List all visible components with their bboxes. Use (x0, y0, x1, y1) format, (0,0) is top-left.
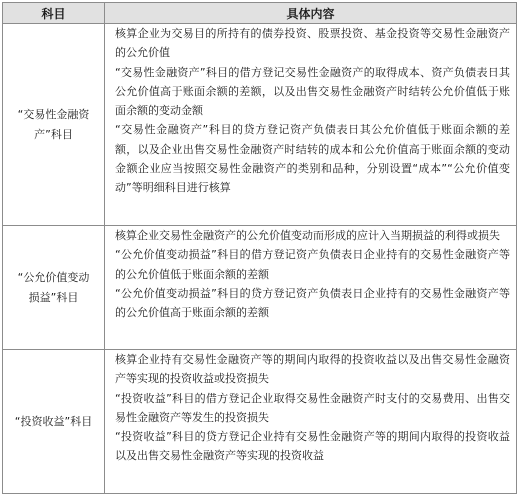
content-paragraph: 核算企业为交易目的所持有的债券投资、股票投资、基金投资等交易性金融资产的公允价值 (115, 27, 510, 60)
subject-cell: “交易性金融资产”科目 (3, 24, 105, 226)
content-paragraph: “公允价值变动损益”科目的借方登记资产负债表日企业持有的交易性金融资产等的公允价值低于账面余额的差额 (115, 248, 510, 281)
table-row (3, 350, 517, 494)
header-content: 具体内容 (105, 3, 517, 24)
content-paragraph: “投资收益”科目的贷方登记企业持有交易性金融资产等的期间内取得的投资收益以及出售交易性金融资产等实现的投资收益 (115, 430, 510, 463)
content-paragraph: “交易性金融资产”科目的贷方登记资产负债表日其公允价值低于账面余额的差额，以及企业出售交易性金融资产时结转的成本和公允价值高于账面余额的变动金额企业应当按照交易性金融资产的类别和品种，分别设置“成本”“公允价值变动”等明细科目进行核算 (115, 123, 510, 195)
content-cell (105, 350, 517, 494)
content-paragraph: “投资收益”科目的借方登记企业取得交易性金融资产时支付的交易费用、出售交易性金融资产等发生的投资损失 (115, 391, 510, 424)
content-cell (105, 226, 517, 350)
table-header-row (3, 3, 517, 24)
content-paragraph: “公允价值变动损益”科目的贷方登记资产负债表日企业持有的交易性金融资产等的公允价值高于账面余额的差额 (115, 286, 510, 320)
subject-cell: “投资收益”科目 (3, 350, 105, 494)
content-paragraph: “交易性金融资产”科目的借方登记交易性金融资产的取得成本、资产负债表日其公允价值高于账面余额的差额，以及出售交易性金融资产时结转公允价值低于账面余额的变动金额 (115, 65, 510, 118)
content-paragraph: 核算企业交易性金融资产的公允价值变动而形成的应计入当期损益的利得或损失 (115, 229, 500, 242)
subject-cell: “公允价值变动损益”科目 (3, 226, 105, 350)
accounting-subjects-table (2, 2, 517, 494)
content-cell (105, 24, 517, 226)
content-paragraph: 核算企业持有交易性金融资产等的期间内取得的投资收益以及出售交易性金融资产等实现的投资收益或投资损失 (115, 353, 510, 386)
header-subject: 科目 (3, 3, 105, 24)
table-row (3, 226, 517, 350)
table-container (2, 2, 517, 494)
table-row (3, 24, 517, 226)
